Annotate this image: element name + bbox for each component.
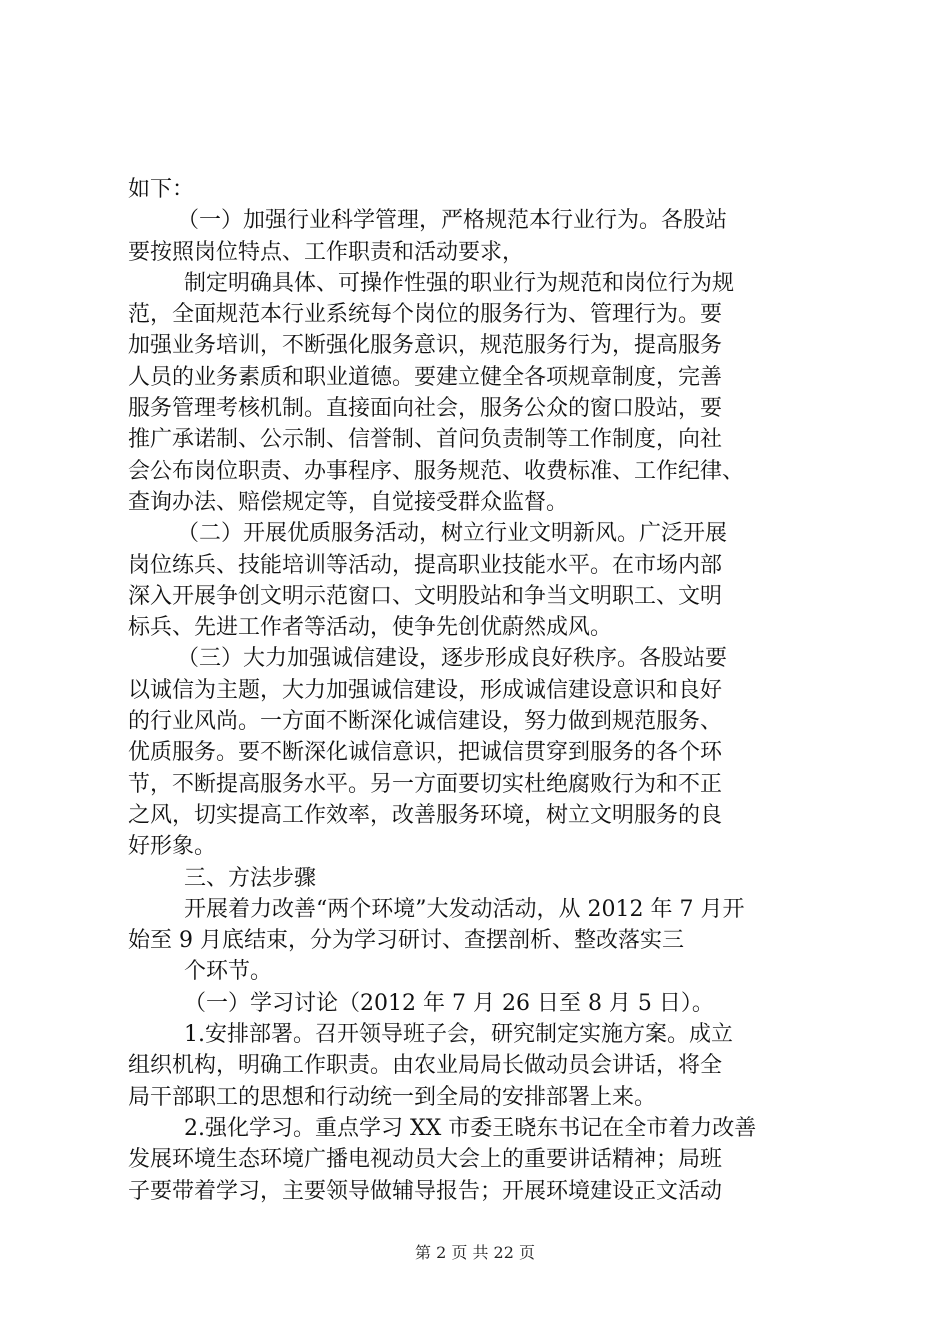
- page-number-footer: 第 2 页 共 22 页: [415, 1243, 535, 1262]
- text-line: 开展着力改善“两个环境”大发动活动，从 2012 年 7 月开: [184, 896, 745, 922]
- text-line: 好形象。: [128, 834, 217, 860]
- text-line: 之风，切实提高工作效率，改善服务环境，树立文明服务的良: [128, 802, 723, 828]
- text-line: 加强业务培训，不断强化服务意识，规范服务行为，提高服务: [128, 333, 723, 359]
- text-line: 标兵、先进工作者等活动，使争先创优蔚然成风。: [128, 615, 613, 641]
- document-body: [128, 174, 833, 1207]
- text-line: 范，全面规范本行业系统每个岗位的服务行为、管理行为。要: [128, 302, 723, 328]
- text-line: 服务管理考核机制。直接面向社会，服务公众的窗口股站，要: [128, 396, 723, 422]
- paragraph-heading-1: （一）加强行业科学管理，严格规范本行业行为。各股站: [177, 208, 728, 234]
- text-line: 制定明确具体、可操作性强的职业行为规范和岗位行为规: [184, 270, 735, 296]
- text-line: 推广承诺制、公示制、信誉制、首问负责制等工作制度，向社: [128, 427, 723, 453]
- text-line: 组织机构，明确工作职责。由农业局局长做动员会讲话，将全: [128, 1053, 723, 1079]
- text-line: 如下：: [128, 177, 195, 202]
- list-item: 1.安排部署。召开领导班子会，研究制定实施方案。成立: [184, 1022, 733, 1048]
- paragraph-heading-3: （三）大力加强诚信建设，逐步形成良好秩序。各股站要: [177, 646, 728, 672]
- text-line: 人员的业务素质和职业道德。要建立健全各项规章制度，完善: [128, 364, 723, 390]
- text-line: 要按照岗位特点、工作职责和活动要求，: [128, 239, 525, 265]
- text-line: 节，不断提高服务水平。另一方面要切实杜绝腐败行为和不正: [128, 771, 723, 797]
- text-line: 以诚信为主题，大力加强诚信建设，形成诚信建设意识和良好: [128, 677, 723, 703]
- text-line: 查询办法、赔偿规定等，自觉接受群众监督。: [128, 489, 569, 515]
- paragraph-heading-2: （二）开展优质服务活动，树立行业文明新风。广泛开展: [177, 521, 728, 547]
- text-line: 深入开展争创文明示范窗口、文明股站和争当文明职工、文明: [128, 583, 723, 609]
- subsection-heading: （一）学习讨论（2012 年 7 月 26 日至 8 月 5 日）。: [184, 990, 714, 1016]
- text-line: 始至 9 月底结束，分为学习研讨、查摆剖析、整改落实三: [128, 928, 684, 954]
- text-line: 个环节。: [184, 959, 273, 985]
- text-line: 子要带着学习，主要领导做辅导报告；开展环境建设正文活动: [128, 1178, 723, 1204]
- text-line: 会公布岗位职责、办事程序、服务规范、收费标准、工作纪律、: [128, 458, 745, 484]
- text-line: 发展环境生态环境广播电视动员大会上的重要讲话精神；局班: [128, 1147, 723, 1173]
- section-heading: 三、方法步骤: [184, 865, 317, 891]
- list-item: 2.强化学习。重点学习 XX 市委王晓东书记在全市着力改善: [184, 1115, 757, 1141]
- text-line: 岗位练兵、技能培训等活动，提高职业技能水平。在市场内部: [128, 552, 723, 578]
- text-line: 优质服务。要不断深化诚信意识，把诚信贯穿到服务的各个环: [128, 740, 723, 766]
- text-line: 局干部职工的思想和行动统一到全局的安排部署上来。: [128, 1084, 657, 1110]
- text-line: 的行业风尚。一方面不断深化诚信建设，努力做到规范服务、: [128, 709, 723, 735]
